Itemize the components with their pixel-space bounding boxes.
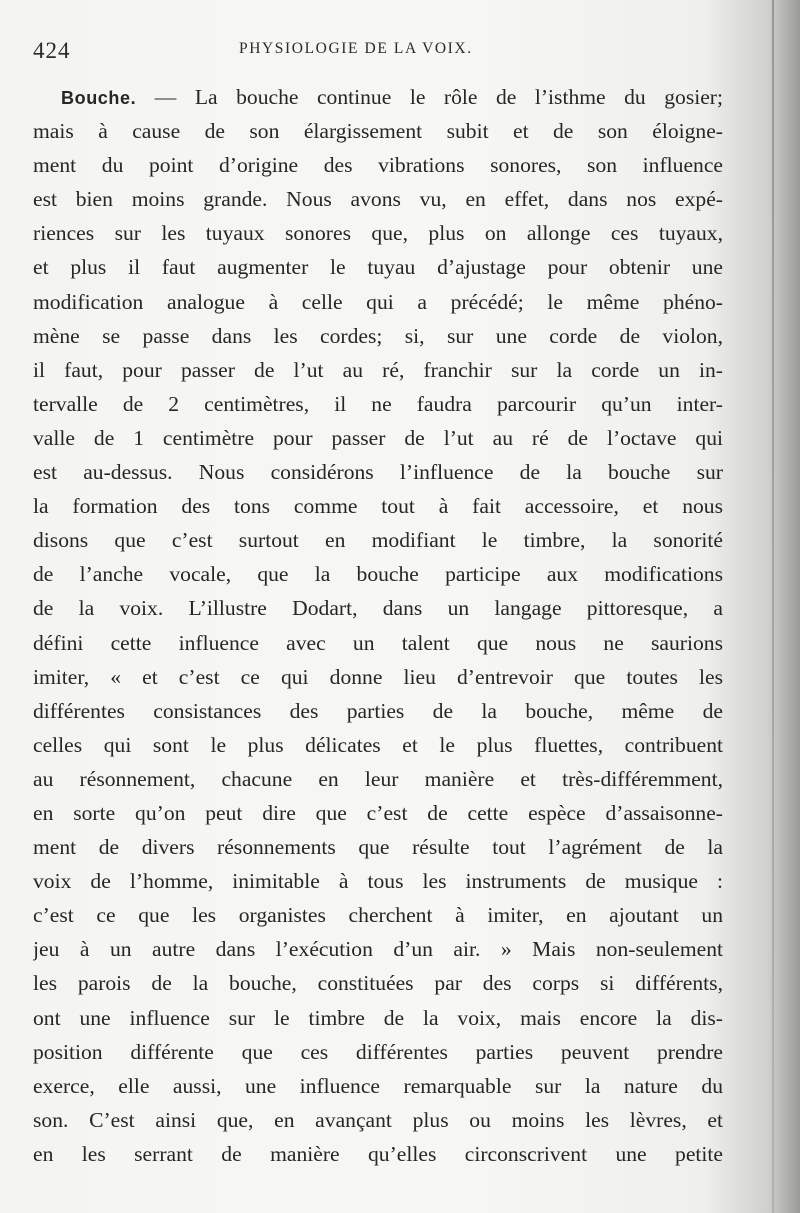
text-line: jeu à un autre dans l’exécution d’un air. » Mais non-seulement xyxy=(33,937,723,962)
heading-dash: — xyxy=(136,85,195,109)
text-line: différentes consistances des parties de la bouche, même de xyxy=(33,698,723,723)
text-line: ment du point d’origine des vibrations sonores, son influence xyxy=(33,153,723,178)
text-line: valle de 1 centimètre pour passer de l’ut au ré de l’octave qui xyxy=(33,425,723,450)
text-line: ont une influence sur le timbre de la voix, mais encore la dis- xyxy=(33,1005,723,1030)
text-line: imiter, « et c’est ce qui donne lieu d’entrevoir que toutes les xyxy=(33,664,723,689)
running-head: PHYSIOLOGIE DE LA VOIX. xyxy=(239,40,473,57)
text-line: ment de divers résonnements que résulte tout l’agrément de la xyxy=(33,835,723,860)
text-line: c’est ce que les organistes cherchent à imiter, en ajoutant un xyxy=(33,903,723,928)
text-line: la formation des tons comme tout à fait accessoire, et nous xyxy=(33,494,723,519)
text-line: en les serrant de manière qu’elles circonscrivent une petite xyxy=(33,1141,723,1166)
text-line: en sorte qu’on peut dire que c’est de cette espèce d’assaisonne- xyxy=(33,800,723,825)
text-line: et plus il faut augmenter le tuyau d’ajustage pour obtenir une xyxy=(33,255,723,280)
text-line: mais à cause de son élargissement subit et de son éloigne- xyxy=(33,119,723,144)
text-line: défini cette influence avec un talent que nous ne saurions xyxy=(33,630,723,655)
text-line: mène se passe dans les cordes; si, sur une corde de violon, xyxy=(33,323,723,348)
text-line: exerce, elle aussi, une influence remarquable sur la nature du xyxy=(33,1073,723,1098)
text-line: disons que c’est surtout en modifiant le timbre, la sonorité xyxy=(33,528,723,553)
text-line: au résonnement, chacune en leur manière et très-différemment, xyxy=(33,766,723,791)
text-line: il faut, pour passer de l’ut au ré, franchir sur la corde un in- xyxy=(33,357,723,382)
section-heading: Bouche. xyxy=(61,88,137,108)
text-line: celles qui sont le plus délicates et le plus fluettes, contribuent xyxy=(33,732,723,757)
body-text xyxy=(33,80,723,1171)
text-line: de la voix. L’illustre Dodart, dans un langage pittoresque, a xyxy=(33,596,723,621)
page-edge-shadow xyxy=(772,0,774,1213)
text-line: est au-dessus. Nous considérons l’influence de la bouche sur xyxy=(33,460,723,485)
text-line: son. C’est ainsi que, en avançant plus ou moins les lèvres, et xyxy=(33,1107,723,1132)
text-line: position différente que ces différentes parties peuvent prendre xyxy=(33,1039,723,1064)
text-line: est bien moins grande. Nous avons vu, en effet, dans nos expé- xyxy=(33,187,723,212)
page-number: 424 xyxy=(33,38,71,63)
text-line: voix de l’homme, inimitable à tous les instruments de musique : xyxy=(33,869,723,894)
text-line: les parois de la bouche, constituées par des corps si différents, xyxy=(33,971,723,996)
text-line: de l’anche vocale, que la bouche participe aux modifications xyxy=(33,562,723,587)
text-line: modification analogue à celle qui a précédé; le même phéno- xyxy=(33,289,723,314)
text-line: riences sur les tuyaux sonores que, plus on allonge ces tuyaux, xyxy=(33,221,723,246)
page-header xyxy=(33,36,743,66)
text-line-content: La bouche continue le rôle de l’isthme du gosier; xyxy=(194,85,723,109)
text-line: tervalle de 2 centimètres, il ne faudra parcourir qu’un inter- xyxy=(33,391,723,416)
text-line xyxy=(33,80,723,114)
